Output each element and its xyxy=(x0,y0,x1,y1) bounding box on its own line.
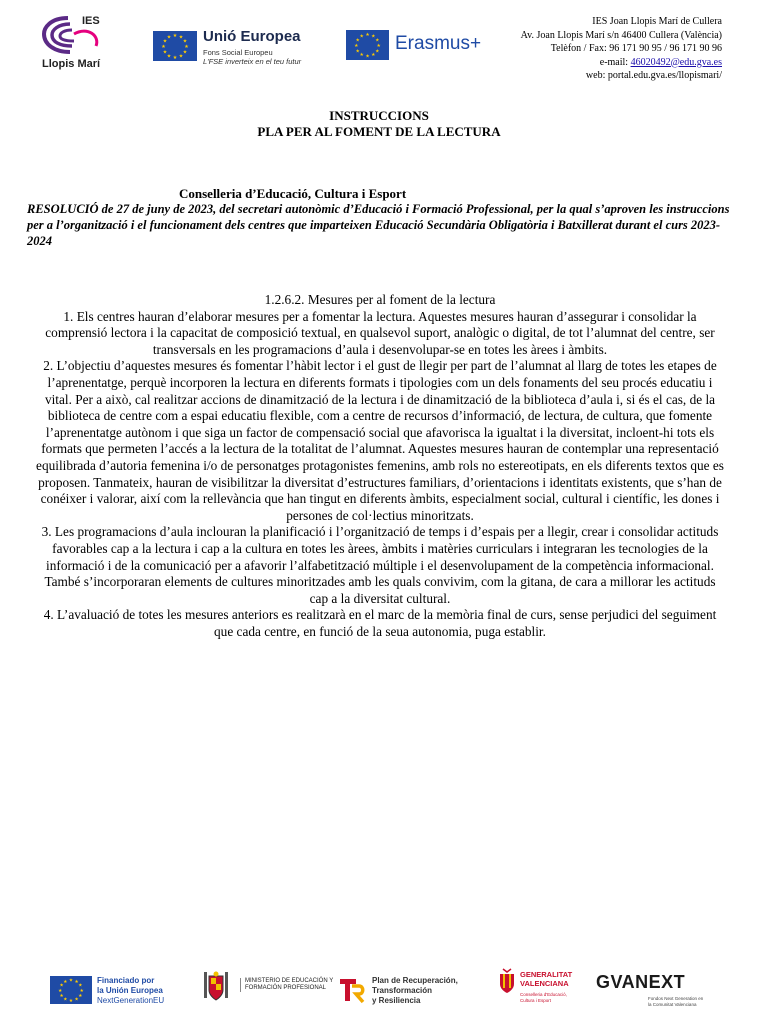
svg-text:★: ★ xyxy=(355,37,360,44)
footer-ministerio-logo xyxy=(200,970,334,1010)
svg-text:★: ★ xyxy=(74,997,79,1003)
svg-text:★: ★ xyxy=(162,38,168,45)
svg-text:★: ★ xyxy=(63,980,68,985)
footer-eu-line-1: Financiado por xyxy=(97,976,155,985)
ies-llopis-mari-logo xyxy=(40,12,112,74)
svg-text:★: ★ xyxy=(166,53,172,60)
footer-gvanext-logo xyxy=(596,972,706,1012)
plan-tr-icon xyxy=(338,976,366,1004)
svg-text:★: ★ xyxy=(68,999,74,1004)
svg-text:★: ★ xyxy=(59,983,64,989)
eu-flag-icon xyxy=(346,30,389,60)
funding-logos-footer xyxy=(0,964,768,1012)
conselleria-heading: Conselleria d’Educació, Cultura i Esport xyxy=(179,186,407,201)
svg-text:★: ★ xyxy=(63,997,68,1003)
document-body xyxy=(35,292,725,640)
svg-text:★: ★ xyxy=(375,48,380,55)
address-school-name: IES Joan Llopis Marí de Cullera xyxy=(592,16,722,27)
footer-gvanext-subtitle: Fondos Next Generation en la Comunitat Valenciana xyxy=(648,996,704,1007)
svg-text:★: ★ xyxy=(375,37,380,44)
ies-swirl-icon xyxy=(40,12,112,56)
paragraph-1: 1. Els centres hauran d’elaborar mesures per a fomentar la lectura. Aquestes mesures hauran d’assegurar i consolidar la comprensió lectora i la capacitat de composició textual, en qualsevol suport, analògic o digital, de tot l’alumnat del centre, ser transversals en les programacions d’aula i desenvolupar-se en totes les àrees i àmbits. xyxy=(45,308,715,357)
svg-text:★: ★ xyxy=(371,33,376,40)
ies-logo-ies-text: IES xyxy=(82,15,100,27)
svg-text:★: ★ xyxy=(58,988,63,994)
eu-flag-icon xyxy=(50,976,92,1004)
svg-text:★: ★ xyxy=(371,52,376,59)
paragraph-4: 4. L’avaluació de totes les mesures anteriors es realitzarà en el marc de la memòria final de curs, sense perjudici del seguiment que cada centre, en funció de la seua autonomia, puga establir. xyxy=(43,607,717,639)
footer-eu-line-3: NextGenerationEU xyxy=(97,996,165,1005)
document-header xyxy=(0,0,768,90)
footer-gva-line-2: VALENCIANA xyxy=(520,979,569,988)
title-line-1: INSTRUCCIONS xyxy=(329,108,429,123)
eu-logo-title: Unió Europea xyxy=(203,28,301,45)
svg-text:★: ★ xyxy=(359,52,364,59)
svg-text:★: ★ xyxy=(172,55,178,61)
svg-text:★: ★ xyxy=(365,32,370,39)
footer-generalitat-logo xyxy=(498,968,578,1012)
svg-text:★: ★ xyxy=(172,33,178,39)
section-heading: 1.2.6.2. Mesures per al foment de la lectura xyxy=(264,292,496,307)
footer-plan-recuperacion-logo xyxy=(338,974,488,1010)
svg-text:★: ★ xyxy=(355,48,360,55)
document-title xyxy=(0,108,758,140)
svg-text:★: ★ xyxy=(78,983,83,989)
svg-text:★: ★ xyxy=(182,38,188,45)
school-address-block xyxy=(462,15,722,83)
address-email-label: e-mail: xyxy=(599,56,629,68)
address-street: Av. Joan Llopis Marí s/n 46400 Cullera (València) xyxy=(520,29,722,41)
svg-text:★: ★ xyxy=(166,34,172,41)
svg-text:★: ★ xyxy=(74,980,79,985)
footer-ministerio-text: MINISTERIO DE EDUCACIÓN Y FORMACIÓN PROFESIONAL xyxy=(240,978,335,992)
footer-gvanext-text: GVANEXT xyxy=(596,972,686,992)
eu-fse-logo xyxy=(153,28,333,64)
spain-coat-of-arms-icon xyxy=(200,970,232,1004)
svg-text:★: ★ xyxy=(184,44,189,50)
footer-plan-line-1: Plan de Recuperación, xyxy=(372,976,458,985)
erasmus-logo-text: Erasmus+ xyxy=(395,33,482,54)
generalitat-shield-icon xyxy=(498,968,516,994)
address-email-row xyxy=(462,56,722,70)
eu-logo-tagline: L'FSE inverteix en el teu futur xyxy=(203,57,302,66)
eu-flag-icon xyxy=(153,31,197,61)
svg-text:★: ★ xyxy=(376,42,381,49)
svg-text:★: ★ xyxy=(178,34,184,41)
svg-text:★: ★ xyxy=(365,53,370,60)
svg-text:★: ★ xyxy=(178,53,184,60)
footer-gva-text xyxy=(520,970,572,988)
svg-text:★: ★ xyxy=(182,49,188,56)
address-web: web: portal.edu.gva.es/llopismari/ xyxy=(585,70,722,81)
footer-plan-text xyxy=(372,976,458,1006)
paragraph-3: 3. Les programacions d’aula inclouran la planificació i l’organització de temps i d’espais per a llegir, crear i consolidar actituds favorables cap a la lectura i cap a la cultura en totes les àrees, àmbits i matèries curriculars i integraran les tecnologies de la informació i de la comunicació per a afavorir l’alfabetització múltiple i el desenvolupament de la competència informacional. També s’incorporaran elements de cultures minoritzades amb les quals convivim, com la gitana, de cara a millorar les actituds cap a la diversitat cultural. xyxy=(41,524,719,606)
footer-plan-line-2: Transformación xyxy=(372,986,433,995)
footer-gva-line-1: GENERALITAT xyxy=(520,970,573,979)
svg-text:★: ★ xyxy=(78,994,83,999)
address-phone-fax: Telèfon / Fax: 96 171 90 95 / 96 171 90 96 xyxy=(550,43,722,54)
footer-plan-line-3: y Resiliencia xyxy=(372,996,421,1005)
svg-text:★: ★ xyxy=(162,49,168,56)
footer-eu-text xyxy=(97,976,187,1006)
ies-logo-name: Llopis Marí xyxy=(42,58,101,70)
paragraph-2: 2. L’objectiu d’aquestes mesures és fomentar l’hàbit lector i el gust de llegir per part de l’alumnat al llarg de totes les etapes de l’aprenentatge, perquè incorporen la lectura en diferents formats i tipologies com un dels fonaments del seu procés educatiu i vital. Per a això, cal realitzar accions de dinamització de la lectura i de dinamització de la biblioteca d’aula i, si és el cas, de la biblioteca de centre com a espai educatiu flexible, com a centre de recursos d’informació, de lectura, de cultura, que fomente l’aprenentatge autònom i que siga un factor de compensació social que afavorisca la igualtat i la diversitat, incloent-hi tots els formats que permeten l’accés a la lectura de la totalitat de l’alumnat. Aquestes mesures hauran de contemplar una representació equilibrada d’autoria femenina i/o de personatges protagonistes femenins, amb rols no estereotipats, en els diferents textos que es proposen. Tanmateix, hauran de visibilitzar la diversitat d’estructures familiars, d’orientacions i identitats existents, que s’han de conéixer i valorar, així com la rellevància que han tingut en diferents àmbits, especialment social, cultural i científic, les dones i persones de col·lectius minoritzats. xyxy=(36,358,724,523)
resolution-reference: RESOLUCIÓ de 27 de juny de 2023, del secretari autonòmic d’Educació i Formació Professional, per la qual s’aproven les instruccions per a l’organització i el funcionament dels centres que imparteixen Educació Secundària Obligatòria i Batxillerat durant el curs 2023-2024 xyxy=(27,202,730,248)
svg-text:★: ★ xyxy=(59,994,64,999)
title-line-2: PLA PER AL FOMENT DE LA LECTURA xyxy=(257,124,501,139)
svg-text:★: ★ xyxy=(354,42,359,49)
footer-gva-subtitle: Conselleria d'Educació, Cultura i Esport xyxy=(520,992,567,1003)
eu-logo-subtitle: Fons Social Europeu xyxy=(203,48,273,57)
address-email-link[interactable]: 46020492@edu.gva.es xyxy=(630,56,722,68)
svg-text:★: ★ xyxy=(359,33,364,40)
footer-eu-line-2: la Unión Europea xyxy=(97,986,163,995)
svg-text:★: ★ xyxy=(79,988,84,994)
svg-text:★: ★ xyxy=(161,44,166,50)
svg-text:★: ★ xyxy=(68,978,74,984)
